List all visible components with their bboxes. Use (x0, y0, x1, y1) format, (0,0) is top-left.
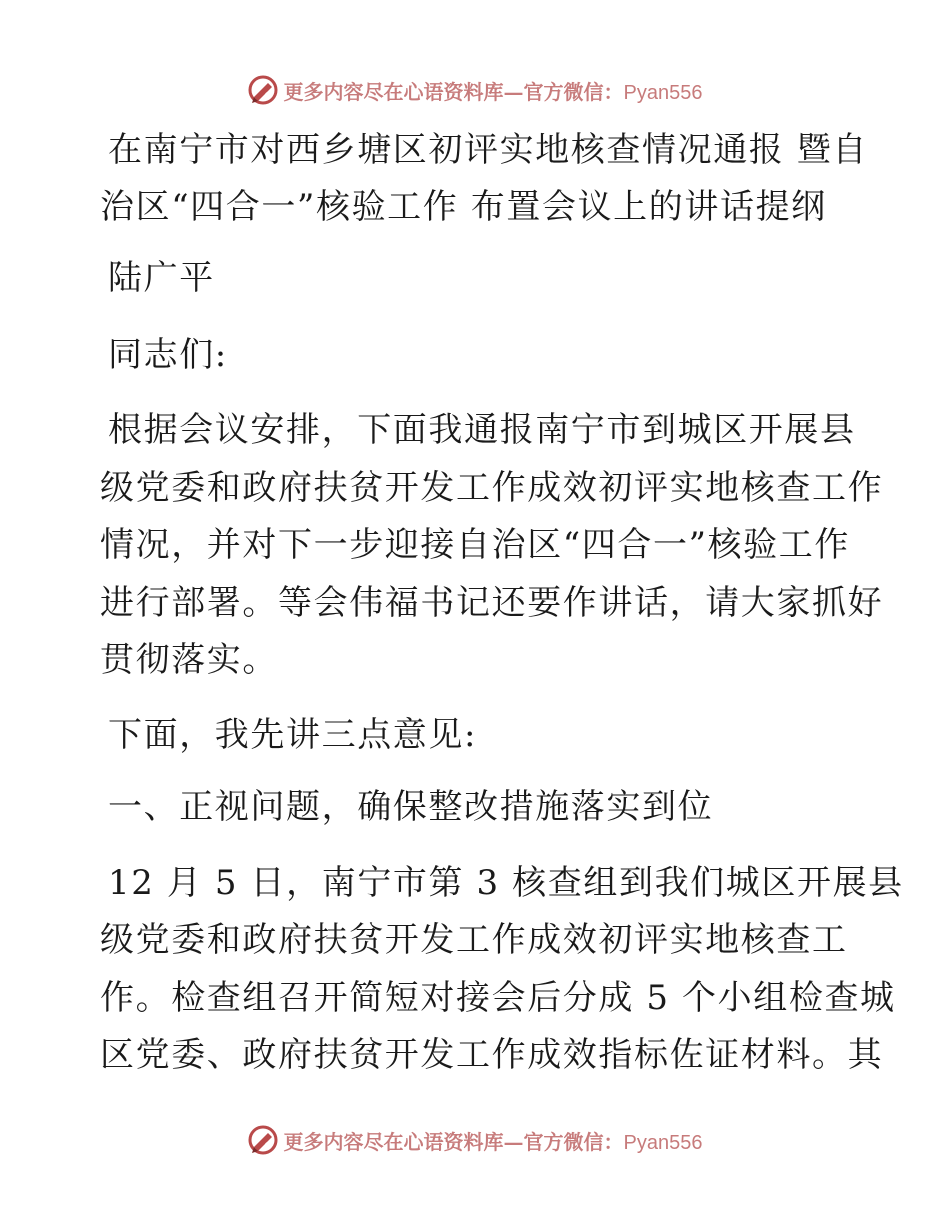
document-title-line-1: 在南宁市对西乡塘区初评实地核查情况通报 暨自 (108, 130, 869, 170)
watermark-wechat-id: Pyan556 (623, 81, 703, 104)
watermark-wechat-id: Pyan556 (623, 1131, 703, 1154)
section-heading-1: 一、正视问题，确保整改措施落实到位 (108, 787, 714, 827)
paragraph-1-line-1: 根据会议安排，下面我通报南宁市到城区开展县 (108, 410, 856, 450)
paragraph-1-line-3: 情况，并对下一步迎接自治区“四合一”核验工作 (100, 525, 850, 565)
watermark-text: 更多内容尽在心语资料库—官方微信： (283, 1129, 624, 1154)
salutation: 同志们: (108, 335, 228, 375)
paragraph-3-line-4: 区党委、政府扶贫开发工作成效指标佐证材料。其 (100, 1035, 884, 1075)
document-title-line-2: 治区“四合一”核验工作 布置会议上的讲话提纲 (100, 187, 827, 227)
footer-watermark (0, 1120, 950, 1160)
paragraph-2: 下面，我先讲三点意见: (108, 715, 478, 755)
paragraph-1-line-2: 级党委和政府扶贫开发工作成效初评实地核查工作 (100, 468, 884, 508)
paragraph-3-line-1: 12 月 5 日，南宁市第 3 核查组到我们城区开展县 (108, 863, 904, 903)
paragraph-3-line-2: 级党委和政府扶贫开发工作成效初评实地核查工 (100, 920, 848, 960)
paragraph-1-line-4: 进行部署。等会伟福书记还要作讲话，请大家抓好 (100, 583, 884, 623)
paragraph-3-line-3: 作。检查组召开简短对接会后分成 5 个小组检查城 (100, 978, 896, 1018)
pen-logo-icon (248, 1125, 278, 1155)
paragraph-1-line-5: 贯彻落实。 (100, 640, 278, 680)
watermark-text: 更多内容尽在心语资料库—官方微信： (283, 79, 624, 104)
author-name: 陆广平 (108, 258, 215, 298)
